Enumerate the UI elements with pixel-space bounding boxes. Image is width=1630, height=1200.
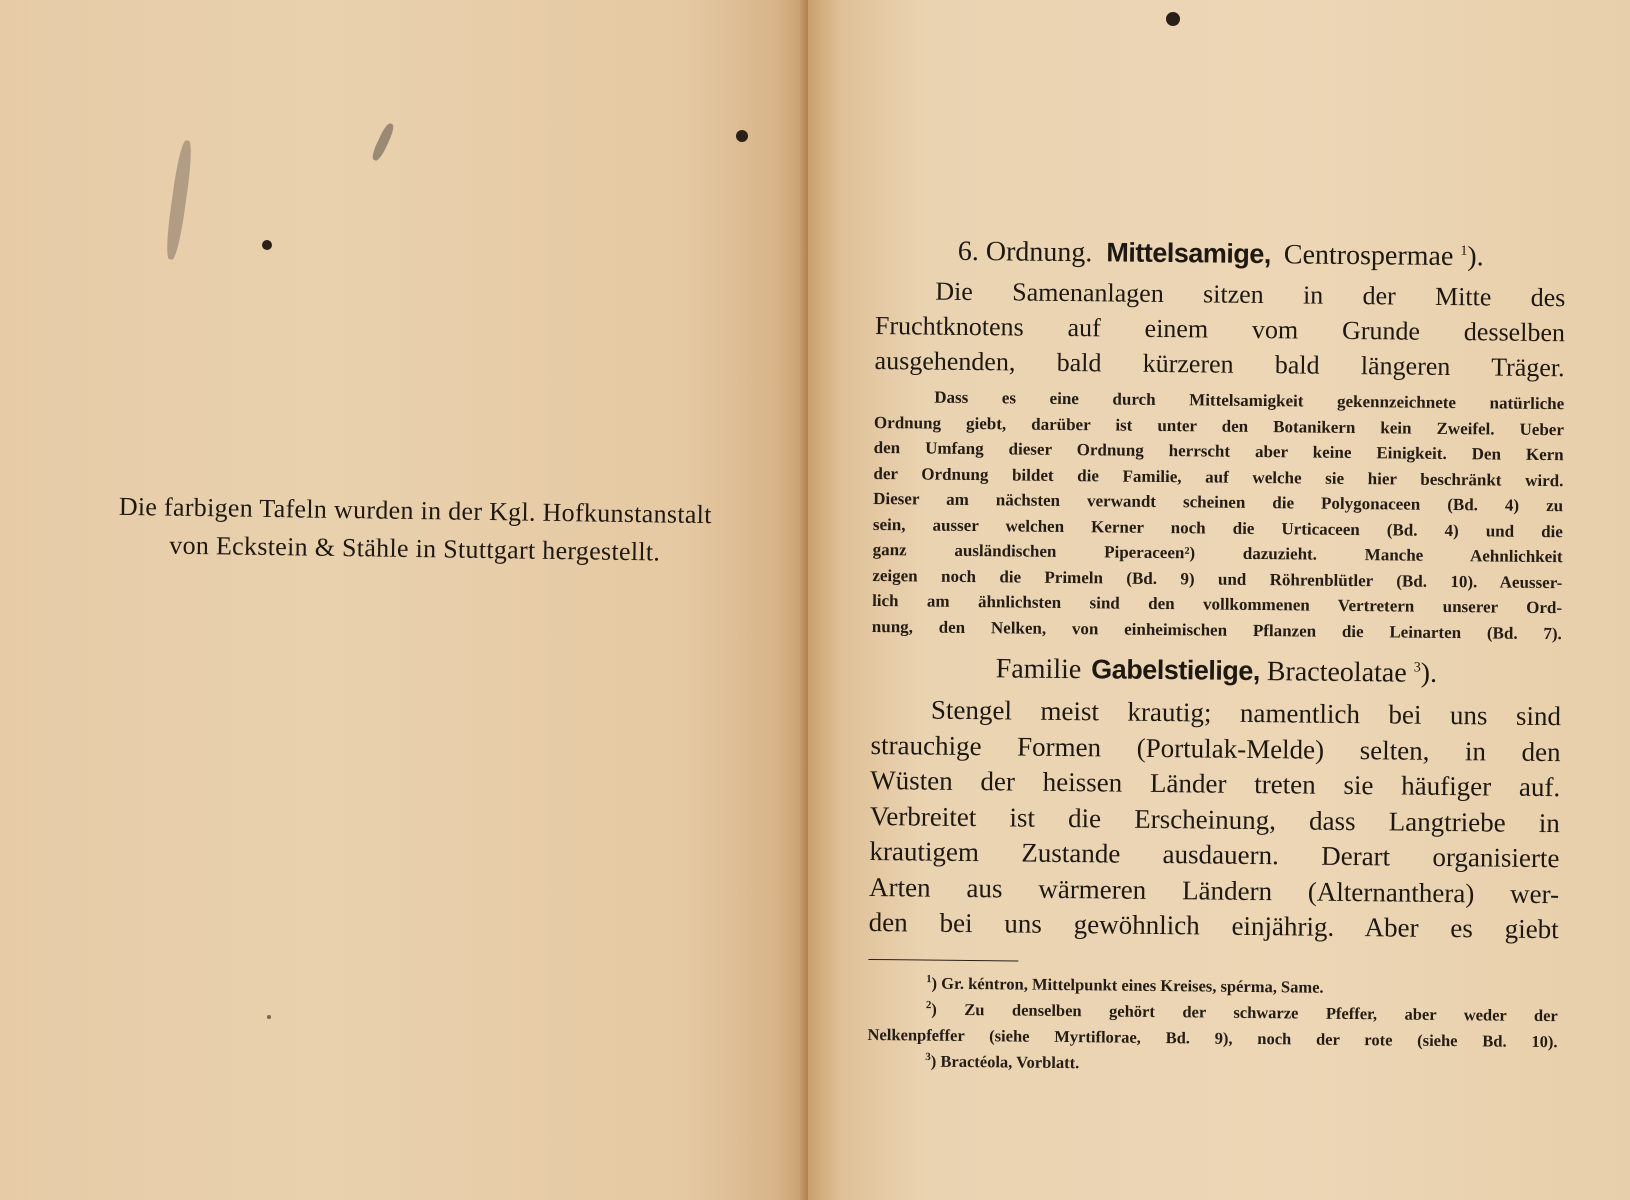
pencil-mark (370, 122, 396, 162)
heading-suffix: ). (1467, 241, 1484, 273)
text-line: Die Samenanlagen sitzen in der Mitte des (935, 276, 1566, 313)
footnotes (867, 969, 1558, 1080)
note-line: den Umfang dieser Ordnung herrscht aber keine Einigkeit. Den Kern (873, 437, 1564, 465)
note-line: ganz ausländischen Piperaceen²) dazuzieht. Manche Aehnlichkeit (872, 539, 1563, 567)
note-line: zeigen noch die Primeln (Bd. 9) und Röhrenblütler (Bd. 10). Aeusser- (872, 565, 1563, 592)
footnote-3: $^3$) Bractéola, Vorblatt. (925, 1050, 1080, 1072)
order-heading (876, 230, 1566, 278)
note-line: nung, den Nelken, von einheimischen Pflanzen die Leinarten (Bd. 7). (871, 616, 1562, 643)
footnote-text: Bractéola, Vorblatt. (940, 1051, 1080, 1072)
footnote-divider (868, 958, 1018, 961)
text-line: krautigem Zustande ausdauern. Derart organisierte (869, 835, 1560, 874)
note-line: der Ordnung bildet die Familie, auf welche sie hier beschränkt wird. (873, 463, 1564, 490)
family-description (869, 692, 1562, 948)
family-label: Familie (995, 653, 1082, 686)
note-line: Ordnung giebt, darüber ist unter den Botanikern kein Zweifel. Ueber (873, 412, 1565, 439)
footnote-2-cont: Nelkenpfeffer (siehe Myrtiflorae, Bd. 9), noch der rote (siehe Bd. 10). (867, 1024, 1558, 1051)
ink-spot (262, 240, 272, 250)
text-line: Arten aus wärmeren Ländern (Alternanthera) wer- (868, 871, 1560, 909)
family-german-name: Gabelstielige, (1091, 654, 1260, 687)
heading-suffix: ). (1420, 657, 1438, 689)
printer-credit (55, 487, 776, 573)
text-line: Wüsten der heissen Länder treten sie häufiger auf. (870, 764, 1561, 803)
note-line: sein, ausser welchen Kerner noch die Urticaceen (Bd. 4) und die (872, 514, 1563, 541)
text-line: Fruchtknotens auf einem vom Grunde desselben (874, 310, 1566, 348)
note-line: Dass es eine durch Mittelsamigkeit gekennzeichnete natürliche (934, 387, 1565, 414)
family-latin-name: Bracteolatae (1266, 656, 1407, 689)
footnote-ref: 1 (1460, 243, 1468, 259)
footnote-ref: 3 (1413, 660, 1421, 676)
footnote-text: Zu denselben gehört der schwarze Pfeffer, aber weder der (964, 999, 1558, 1025)
footnote-marker: 3 (925, 1050, 931, 1063)
footnote-1: $^1$) Gr. kéntron, Mittelpunkt eines Kreises, spérma, Same. (926, 972, 1324, 997)
credit-line: Die farbigen Tafeln wurden in der Kgl. Hofkunstanstalt (118, 491, 712, 530)
text-line: strauchige Formen (Portulak-Melde) selten, in den (870, 729, 1561, 767)
order-number: 6. Ordnung. (957, 235, 1093, 269)
family-heading (871, 647, 1561, 695)
ink-spot (267, 1015, 271, 1019)
credit-line: von Eckstein & Stähle in Stuttgart hergestellt. (169, 530, 661, 567)
footnote-text: Gr. kéntron, Mittelpunkt eines Kreises, spérma, Same. (941, 973, 1324, 997)
ink-spot (1166, 12, 1180, 26)
order-note (872, 384, 1565, 646)
right-page-text (867, 230, 1566, 1081)
footnote-marker: 2 (925, 998, 932, 1011)
pencil-mark (164, 140, 195, 261)
note-line: lich am ähnlichsten sind den vollkommenen Vertretern unserer Ord- (872, 590, 1563, 618)
footnote-2: $^2$) Zu denselben gehört der schwarze Pfeffer, aber weder der (925, 998, 1558, 1025)
order-german-name: Mittelsamige, (1106, 237, 1272, 270)
order-definition (874, 273, 1565, 385)
text-line: Stengel meist krautig; namentlich bei uns sind (930, 694, 1562, 732)
left-page (0, 0, 808, 1200)
text-line: Verbreitet ist die Erscheinung, dass Langtriebe in (869, 800, 1560, 838)
order-latin-name: Centrospermae (1283, 239, 1454, 273)
text-line: den bei uns gewöhnlich einjährig. Aber es giebt (868, 906, 1559, 945)
text-line: ausgehenden, bald kürzeren bald längeren Träger. (874, 345, 1565, 383)
ink-spot (736, 130, 748, 142)
note-line: Dieser am nächsten verwandt scheinen die Polygonaceen (Bd. 4) zu (873, 488, 1564, 516)
footnote-marker: 1 (926, 972, 932, 985)
